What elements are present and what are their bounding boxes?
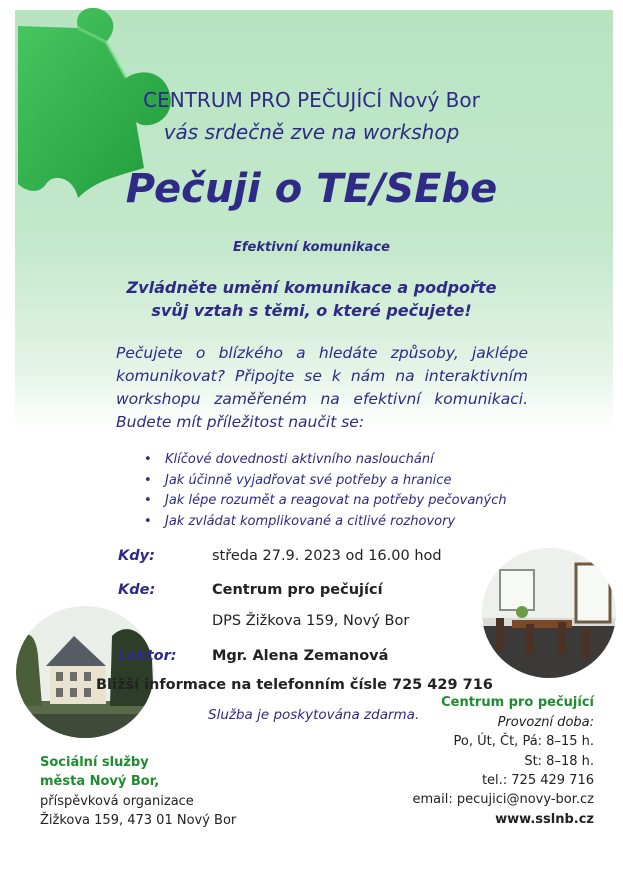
- where-value: Centrum pro pečující: [212, 582, 383, 598]
- org-name-line2: města Nový Bor,: [40, 774, 160, 789]
- workshop-subtitle: Efektivní komunikace: [233, 240, 390, 255]
- intro-paragraph: Pečujete o blízkého a hledáte způsoby, jaklépe komunikovat? Připojte se k nám na interaktivním workshopu zaměřeném na efektivní komunikaci. Budete mít příležitost naučit se:: [116, 344, 528, 431]
- hours-weekdays: Po, Út, Čt, Pá: 8–15 h.: [453, 734, 594, 749]
- contact-info: Bližší informace na telefonním čísle 725 429 716: [96, 677, 493, 693]
- where-address: DPS Žižkova 159, Nový Bor: [212, 613, 410, 629]
- invitation-line: vás srdečně zve na workshop: [163, 120, 460, 144]
- building-photo: [16, 606, 154, 738]
- interior-photo: [482, 548, 616, 678]
- email-link[interactable]: email: pecujici@novy-bor.cz: [412, 792, 594, 807]
- list-item: • Jak účinně vyjadřovat své potřeby a hranice: [130, 471, 507, 492]
- learning-list: [130, 450, 507, 532]
- hours-label: Provozní doba:: [497, 715, 594, 730]
- center-name: Centrum pro pečující: [441, 695, 594, 710]
- org-type: příspěvková organizace: [40, 794, 194, 809]
- phone: tel.: 725 429 716: [481, 773, 594, 788]
- where-label: Kde:: [118, 582, 156, 598]
- list-item: • Klíčové dovednosti aktivního naslouchání: [130, 450, 507, 471]
- when-label: Kdy:: [118, 548, 155, 564]
- free-service-note: Služba je poskytována zdarma.: [208, 707, 420, 723]
- workshop-title: Pečuji o TE/SEbe: [125, 166, 498, 212]
- lector-label: Lektor:: [118, 648, 177, 664]
- list-item: • Jak zvládat komplikované a citlivé rozhovory: [130, 512, 507, 533]
- lector-value: Mgr. Alena Zemanová: [212, 648, 389, 664]
- list-item: • Jak lépe rozumět a reagovat na potřeby pečovaných: [130, 491, 507, 512]
- hours-wednesday: St: 8–18 h.: [524, 754, 594, 769]
- website-link[interactable]: www.sslnb.cz: [495, 812, 594, 827]
- when-value: středa 27.9. 2023 od 16.00 hod: [212, 548, 442, 564]
- org-name-line1: Sociální služby: [40, 755, 149, 770]
- organizer-heading: CENTRUM PRO PEČUJÍCÍ Nový Bor: [143, 88, 480, 112]
- org-address: Žižkova 159, 473 01 Nový Bor: [40, 813, 237, 828]
- tagline: Zvládněte umění komunikace a podpořte svůj vztah s těmi, o které pečujete!: [126, 278, 497, 320]
